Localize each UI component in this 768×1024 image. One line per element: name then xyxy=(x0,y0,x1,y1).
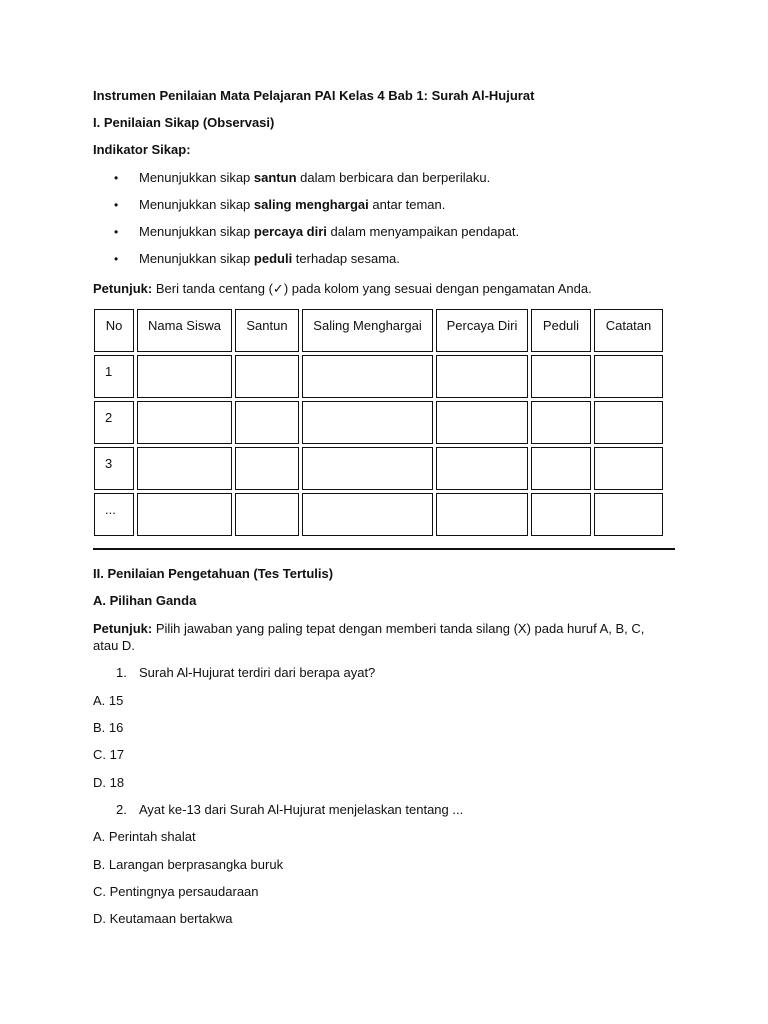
peduli-cell[interactable] xyxy=(531,355,591,398)
answer-option[interactable]: B. Larangan berprasangka buruk xyxy=(93,857,284,872)
bullet-icon: • xyxy=(114,171,119,185)
table-header-row xyxy=(94,309,663,352)
section1-heading: I. Penilaian Sikap (Observasi) xyxy=(93,115,275,130)
percaya-diri-cell[interactable] xyxy=(436,493,528,536)
question-number: 1. xyxy=(116,665,127,680)
percaya-diri-cell[interactable] xyxy=(436,447,528,490)
bullet-icon: • xyxy=(114,252,119,266)
row-number-cell: 2 xyxy=(94,401,134,444)
indicator-item xyxy=(114,224,519,240)
section2-subheading: A. Pilihan Ganda xyxy=(93,593,197,608)
nama-siswa-cell[interactable] xyxy=(137,355,232,398)
saling-menghargai-cell[interactable] xyxy=(302,493,433,536)
answer-option[interactable]: A. Perintah shalat xyxy=(93,829,196,844)
santun-cell[interactable] xyxy=(235,401,299,444)
row-number-cell: 1 xyxy=(94,355,134,398)
indicator-item xyxy=(114,170,490,186)
indicator-keyword: peduli xyxy=(253,251,293,266)
peduli-cell[interactable] xyxy=(531,493,591,536)
indikator-label: Indikator Sikap: xyxy=(93,142,191,157)
answer-option[interactable]: A. 15 xyxy=(93,693,124,708)
question-text: Surah Al-Hujurat terdiri dari berapa ayat? xyxy=(139,665,376,680)
catatan-cell[interactable] xyxy=(594,401,663,444)
bullet-icon: • xyxy=(114,198,119,212)
question-item xyxy=(116,665,375,681)
indicator-item xyxy=(114,197,445,213)
header-cell-nama-siswa: Nama Siswa xyxy=(137,309,232,352)
santun-cell[interactable] xyxy=(235,493,299,536)
indicator-keyword: percaya diri xyxy=(253,224,327,239)
table-row xyxy=(94,493,663,536)
percaya-diri-cell[interactable] xyxy=(436,355,528,398)
header-cell-percaya-diri: Percaya Diri xyxy=(436,309,528,352)
indicator-text: Menunjukkan sikap xyxy=(139,251,254,266)
peduli-cell[interactable] xyxy=(531,401,591,444)
answer-option[interactable]: D. Keutamaan bertakwa xyxy=(93,911,233,926)
document-title: Instrumen Penilaian Mata Pelajaran PAI Kelas 4 Bab 1: Surah Al-Hujurat xyxy=(93,88,535,103)
question-text: Ayat ke-13 dari Surah Al-Hujurat menjelaskan tentang ... xyxy=(139,802,464,817)
catatan-cell[interactable] xyxy=(594,493,663,536)
table-row xyxy=(94,447,663,490)
row-number-cell: 3 xyxy=(94,447,134,490)
question-item xyxy=(116,802,463,818)
observation-table xyxy=(91,306,666,539)
indicator-keyword: saling menghargai xyxy=(253,197,369,212)
header-cell-catatan: Catatan xyxy=(594,309,663,352)
catatan-cell[interactable] xyxy=(594,447,663,490)
santun-cell[interactable] xyxy=(235,447,299,490)
indicator-text: Menunjukkan sikap xyxy=(139,224,254,239)
indicator-text: dalam menyampaikan pendapat. xyxy=(326,224,520,239)
row-number-cell: ... xyxy=(94,493,134,536)
answer-option[interactable]: C. Pentingnya persaudaraan xyxy=(93,884,259,899)
answer-option[interactable]: C. 17 xyxy=(93,747,125,762)
table-row xyxy=(94,355,663,398)
percaya-diri-cell[interactable] xyxy=(436,401,528,444)
header-cell-saling-menghargai: Saling Menghargai xyxy=(302,309,433,352)
petunjuk-sikap xyxy=(93,281,592,297)
saling-menghargai-cell[interactable] xyxy=(302,447,433,490)
petunjuk-label: Petunjuk: xyxy=(93,281,153,296)
petunjuk-label: Petunjuk: xyxy=(93,621,153,636)
indicator-text: antar teman. xyxy=(368,197,446,212)
catatan-cell[interactable] xyxy=(594,355,663,398)
header-cell-peduli: Peduli xyxy=(531,309,591,352)
answer-option[interactable]: D. 18 xyxy=(93,775,125,790)
indicator-text: dalam berbicara dan berperilaku. xyxy=(296,170,491,185)
indicator-text: Menunjukkan sikap xyxy=(139,170,254,185)
petunjuk-text: Beri tanda centang (✓) pada kolom yang sesuai dengan pengamatan Anda. xyxy=(152,281,592,296)
header-cell-no: No xyxy=(94,309,134,352)
section-divider xyxy=(93,548,675,550)
header-cell-santun: Santun xyxy=(235,309,299,352)
bullet-icon: • xyxy=(114,225,119,239)
indicator-text: Menunjukkan sikap xyxy=(139,197,254,212)
section2-heading: II. Penilaian Pengetahuan (Tes Tertulis) xyxy=(93,566,334,581)
petunjuk-pilihan-ganda xyxy=(93,620,673,654)
santun-cell[interactable] xyxy=(235,355,299,398)
petunjuk-text: Pilih jawaban yang paling tepat dengan memberi tanda silang (X) pada huruf A, B, C, atau D. xyxy=(93,621,645,653)
nama-siswa-cell[interactable] xyxy=(137,447,232,490)
question-number: 2. xyxy=(116,802,127,817)
nama-siswa-cell[interactable] xyxy=(137,493,232,536)
answer-option[interactable]: B. 16 xyxy=(93,720,124,735)
indicator-item xyxy=(114,251,400,267)
indicator-keyword: santun xyxy=(253,170,297,185)
peduli-cell[interactable] xyxy=(531,447,591,490)
indicator-text: terhadap sesama. xyxy=(292,251,400,266)
table-row xyxy=(94,401,663,444)
saling-menghargai-cell[interactable] xyxy=(302,355,433,398)
nama-siswa-cell[interactable] xyxy=(137,401,232,444)
saling-menghargai-cell[interactable] xyxy=(302,401,433,444)
